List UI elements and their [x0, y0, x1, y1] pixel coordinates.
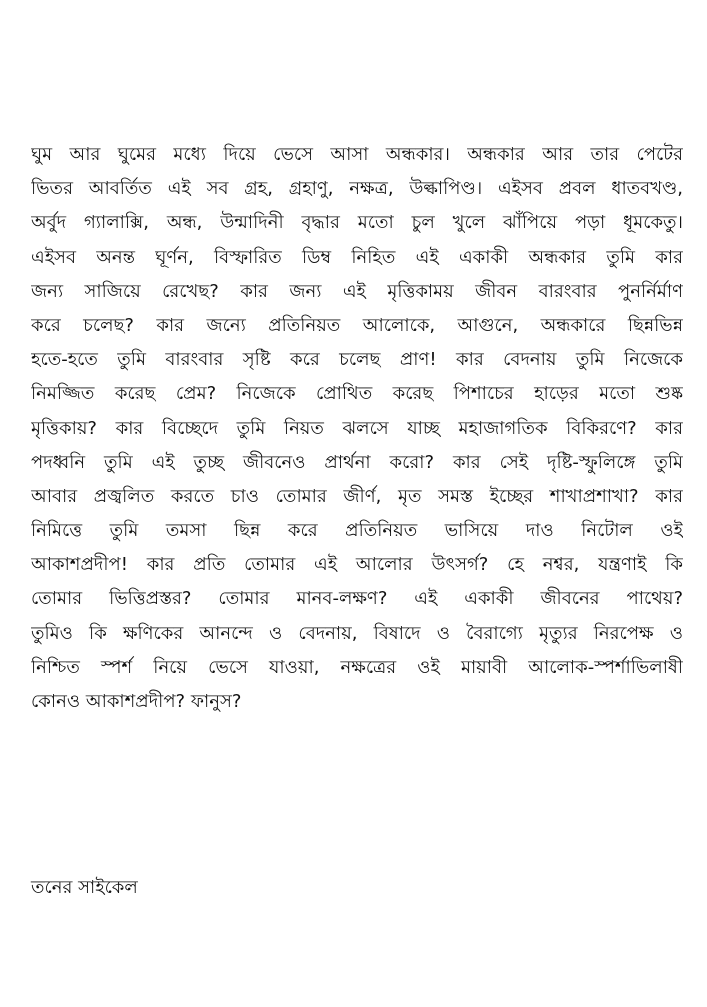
poem-line: পদধ্বনি তুমি এই তুচ্ছ জীবনেও প্রার্থনা করো? কার সেই দৃষ্টি-স্ফুলিঙ্গে তুমি	[31, 451, 683, 473]
poem-line: নিমিত্তে তুমি তমসা ছিন্ন করে প্রতিনিয়ত ভাসিয়ে দাও নিটোল ওই	[31, 520, 683, 542]
poem-line: হতে-হতে তুমি বারংবার সৃষ্টি করে চলেছ প্রাণ! কার বেদনায় তুমি নিজেকে	[31, 349, 683, 371]
poem-line: করে চলেছ? কার জন্যে প্রতিনিয়ত আলোকে, আগুনে, অন্ধকারে ছিন্নভিন্ন	[31, 314, 683, 336]
poem-line: মৃত্তিকায়? কার বিচ্ছেদে তুমি নিয়ত ঝলসে যাচ্ছ মহাজাগতিক বিকিরণে? কার	[31, 417, 683, 439]
poem-line: ঘুম আর ঘুমের মধ্যে দিয়ে ভেসে আসা অন্ধকার। অন্ধকার আর তার পেটের	[31, 144, 683, 165]
poem-line: জন্য সাজিয়ে রেখেছ? কার জন্য এই মৃত্তিকাময় জীবন বারংবার পুনর্নির্মাণ	[31, 280, 683, 302]
poem-line: এইসব অনন্ত ঘূর্ণন, বিস্ফারিত ডিম্ব নিহিত এই একাকী অন্ধকার তুমি কার	[31, 246, 683, 268]
author-signature: তনের সাইকেল	[31, 877, 138, 898]
poem-paragraph	[31, 138, 683, 719]
poem-line: আকাশপ্রদীপ! কার প্রতি তোমার এই আলোর উৎসর্গ? হে নশ্বর, যন্ত্রণাই কি	[31, 554, 683, 576]
poem-line: অর্বুদ গ্যালাক্সি, অন্ধ, উন্মাদিনী বৃদ্ধার মতো চুল খুলে ঝাঁপিয়ে পড়া ধূমকেতু।	[31, 212, 683, 234]
poem-line: কোনও আকাশপ্রদীপ? ফানুস?	[31, 691, 242, 712]
poem-line: আবার প্রজ্বলিত করতে চাও তোমার জীর্ণ, মৃত সমস্ত ইচ্ছের শাখাপ্রশাখা? কার	[31, 485, 683, 507]
poem-line: নিমজ্জিত করেছ প্রেম? নিজেকে প্রোথিত করেছ পিশাচের হাড়ের মতো শুষ্ক	[31, 383, 683, 405]
poem-line: ভিতর আবর্তিত এই সব গ্রহ, গ্রহাণু, নক্ষত্র, উল্কাপিণ্ড। এইসব প্রবল ধাতবখণ্ড,	[31, 178, 683, 200]
poem-line: তোমার ভিত্তিপ্রস্তর? তোমার মানব-লক্ষণ? এই একাকী জীবনের পাথেয়?	[31, 588, 683, 610]
poem-line: নিশ্চিত স্পর্শ নিয়ে ভেসে যাওয়া, নক্ষত্রের ওই মায়াবী আলোক-স্পর্শাভিলাষী	[31, 656, 683, 678]
poem-line: তুমিও কি ক্ষণিকের আনন্দে ও বেদনায়, বিষাদে ও বৈরাগ্যে মৃত্যুর নিরপেক্ষ ও	[31, 622, 683, 644]
